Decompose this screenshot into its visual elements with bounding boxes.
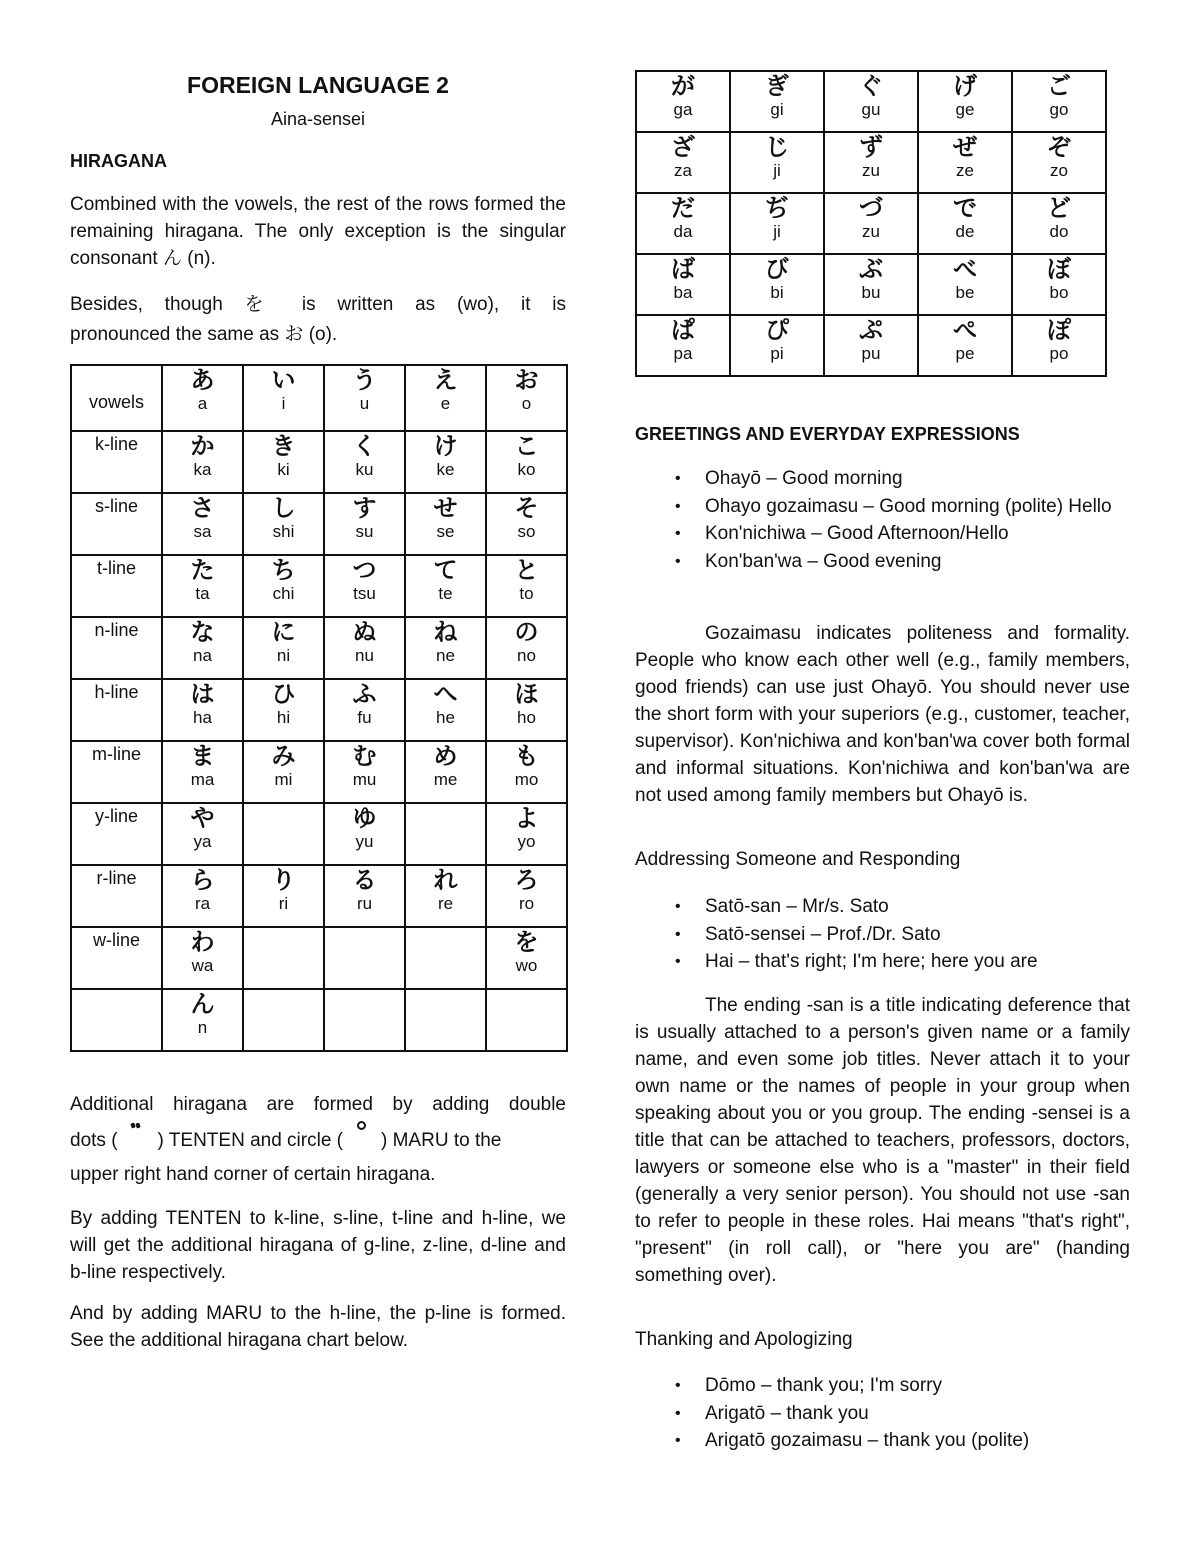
kana-cell xyxy=(1012,132,1106,193)
kana-character: を xyxy=(514,928,539,956)
romaji-reading: ro xyxy=(518,894,535,913)
romaji-reading: n xyxy=(197,1018,208,1037)
kana-character: う xyxy=(352,366,377,394)
romaji-reading: hi xyxy=(276,708,291,727)
kana-character: が xyxy=(671,72,695,100)
kana-character: も xyxy=(514,742,539,770)
additional-intro-text-c: ) MARU to the xyxy=(381,1130,502,1151)
list-item: • Hai – that's right; I'm here; here you are xyxy=(635,948,1130,976)
romaji-reading: tsu xyxy=(353,584,376,603)
kana-character: ぺ xyxy=(953,316,977,344)
kana-character: ゆ xyxy=(352,804,377,832)
hiragana-heading: HIRAGANA xyxy=(70,151,167,171)
kana-character: ざ xyxy=(671,133,695,161)
maru-mark-icon xyxy=(355,1127,367,1141)
kana-character: め xyxy=(433,742,458,770)
romaji-reading: ru xyxy=(356,894,373,913)
kana-character: か xyxy=(190,432,215,460)
kana-character: ば xyxy=(671,255,695,283)
kana-cell xyxy=(486,617,567,679)
romaji-reading: no xyxy=(517,646,536,665)
kana-character: な xyxy=(190,618,215,646)
list-item: • Kon'ban'wa – Good evening xyxy=(635,548,1130,576)
table-row xyxy=(71,617,567,679)
kana-cell xyxy=(243,493,324,555)
kana-character: さ xyxy=(190,494,215,522)
kana-character: ん xyxy=(190,990,215,1018)
kana-character: ぞ xyxy=(1047,133,1071,161)
romaji-reading: ba xyxy=(673,283,693,302)
additional-intro-line-2 xyxy=(70,1127,566,1154)
list-item: • Dōmo – thank you; I'm sorry xyxy=(635,1372,1130,1400)
romaji-reading: to xyxy=(519,584,534,603)
romaji-reading: a xyxy=(197,394,208,413)
kana-cell xyxy=(730,71,824,132)
addressing-heading: Addressing Someone and Responding xyxy=(635,849,961,870)
romaji-reading: te xyxy=(438,584,453,603)
table-row xyxy=(71,865,567,927)
kana-cell xyxy=(486,927,567,989)
romaji-reading: ke xyxy=(436,460,455,479)
romaji-reading: chi xyxy=(272,584,295,603)
kana-character: へ xyxy=(433,680,458,708)
romaji-reading: mo xyxy=(514,770,539,789)
kana-character: つ xyxy=(352,556,377,584)
kana-cell xyxy=(405,865,486,927)
kana-cell xyxy=(636,315,730,376)
addressing-list xyxy=(635,893,1130,976)
row-label: m-line xyxy=(91,744,141,764)
kana-cell xyxy=(405,741,486,803)
romaji-reading: mu xyxy=(352,770,377,789)
kana-cell xyxy=(243,431,324,493)
kana-cell xyxy=(918,315,1012,376)
romaji-reading: ki xyxy=(277,460,290,479)
hiragana-table xyxy=(70,364,568,1052)
kana-cell xyxy=(824,71,918,132)
row-label-cell xyxy=(71,431,162,493)
romaji-reading: wo xyxy=(515,956,538,975)
kana-character: れ xyxy=(433,866,458,894)
maru-paragraph: And by adding MARU to the h-line, the p-line is formed. See the additional hiragana chart below. xyxy=(70,1303,566,1351)
kana-cell xyxy=(324,679,405,741)
romaji-reading: bu xyxy=(861,283,881,302)
row-label: n-line xyxy=(94,620,139,640)
kana-character: び xyxy=(765,255,789,283)
kana-character: え xyxy=(433,366,458,394)
kana-character: る xyxy=(352,866,377,894)
row-label-cell xyxy=(71,927,162,989)
romaji-reading: yo xyxy=(517,832,536,851)
greetings-heading: GREETINGS AND EVERYDAY EXPRESSIONS xyxy=(635,424,1020,444)
tenten-mark-icon xyxy=(130,1127,142,1141)
kana-cell xyxy=(730,132,824,193)
kana-cell xyxy=(405,555,486,617)
kana-character: あ xyxy=(190,366,215,394)
kana-cell xyxy=(486,989,567,1051)
kana-cell xyxy=(918,132,1012,193)
romaji-reading: me xyxy=(433,770,458,789)
table-row xyxy=(636,315,1106,376)
thanking-list xyxy=(635,1372,1130,1455)
kana-cell xyxy=(324,431,405,493)
romaji-reading: ho xyxy=(517,708,536,727)
kana-character: す xyxy=(352,494,377,522)
hiragana-wo-note-line-1: Besides, though を is written as (wo), it is xyxy=(70,294,566,315)
row-label: s-line xyxy=(94,496,138,516)
romaji-reading: ma xyxy=(190,770,215,789)
additional-intro-text-b: ) TENTEN and circle ( xyxy=(157,1130,343,1151)
kana-cell xyxy=(405,431,486,493)
kana-cell xyxy=(636,254,730,315)
kana-character: ら xyxy=(190,866,215,894)
hiragana-intro-paragraph: Combined with the vowels, the rest of the rows formed the remaining hiragana. The only exception is the singular consonant ん (n). xyxy=(70,194,566,269)
kana-character: ご xyxy=(1047,72,1071,100)
kana-cell xyxy=(405,803,486,865)
romaji-reading: bo xyxy=(1049,283,1069,302)
romaji-reading: ku xyxy=(355,460,374,479)
romaji-reading: ne xyxy=(436,646,455,665)
romaji-reading: po xyxy=(1049,344,1069,363)
kana-character: ふ xyxy=(352,680,377,708)
kana-cell xyxy=(636,193,730,254)
kana-character: し xyxy=(271,494,296,522)
hiragana-wo-note-line-2: pronounced the same as お (o). xyxy=(70,324,338,345)
romaji-reading: be xyxy=(955,283,975,302)
kana-character: こ xyxy=(514,432,539,460)
table-row xyxy=(71,365,567,431)
kana-cell xyxy=(486,365,567,431)
row-label: y-line xyxy=(94,806,138,826)
kana-character: は xyxy=(190,680,215,708)
romaji-reading: e xyxy=(440,394,451,413)
kana-cell xyxy=(918,71,1012,132)
kana-cell xyxy=(486,493,567,555)
row-label-cell xyxy=(71,865,162,927)
kana-character: ぽ xyxy=(1047,316,1071,344)
table-row xyxy=(71,493,567,555)
romaji-reading: nu xyxy=(355,646,374,665)
kana-cell xyxy=(486,865,567,927)
romaji-reading: u xyxy=(359,394,370,413)
romaji-reading: yu xyxy=(355,832,374,851)
romaji-reading: mi xyxy=(274,770,293,789)
kana-cell xyxy=(730,315,824,376)
kana-cell xyxy=(486,741,567,803)
romaji-reading: de xyxy=(955,222,975,241)
row-label: t-line xyxy=(96,558,136,578)
kana-cell xyxy=(486,803,567,865)
kana-character: ど xyxy=(1047,194,1071,222)
row-label: vowels xyxy=(88,392,145,412)
row-label: r-line xyxy=(96,868,137,888)
additional-hiragana-table xyxy=(635,70,1107,377)
kana-character: げ xyxy=(953,72,977,100)
kana-character: り xyxy=(271,866,296,894)
kana-cell xyxy=(162,555,243,617)
romaji-reading: go xyxy=(1049,100,1069,119)
romaji-reading: pe xyxy=(955,344,975,363)
kana-cell xyxy=(243,803,324,865)
kana-cell xyxy=(324,989,405,1051)
romaji-reading: ga xyxy=(673,100,693,119)
list-item: • Ohayō – Good morning xyxy=(635,465,1130,493)
kana-cell xyxy=(243,927,324,989)
romaji-reading: o xyxy=(521,394,532,413)
table-row xyxy=(636,193,1106,254)
table-row xyxy=(636,132,1106,193)
kana-character: や xyxy=(190,804,215,832)
romaji-reading: ha xyxy=(193,708,212,727)
kana-character: き xyxy=(271,432,296,460)
romaji-reading: ri xyxy=(278,894,289,913)
romaji-reading: so xyxy=(517,522,536,541)
additional-intro-line-3: upper right hand corner of certain hiragana. xyxy=(70,1164,436,1185)
romaji-reading: ge xyxy=(955,100,975,119)
kana-character: ぷ xyxy=(859,316,883,344)
kana-cell xyxy=(405,493,486,555)
row-label-cell xyxy=(71,989,162,1051)
romaji-reading: zu xyxy=(862,222,880,241)
kana-cell xyxy=(324,865,405,927)
kana-character: ぐ xyxy=(859,72,883,100)
romaji-reading: i xyxy=(281,394,286,413)
kana-cell xyxy=(162,741,243,803)
kana-character: た xyxy=(190,556,215,584)
kana-character: く xyxy=(352,432,377,460)
romaji-reading: da xyxy=(673,222,693,241)
greetings-paragraph: Gozaimasu indicates politeness and formality. People who know each other well (e.g., family members, good friends) can use just Ohayō. You should never use the short form with your superiors (e.g., customer, teacher, supervisor). Kon'nichiwa and kon'ban'wa cover both formal and informal situations. Kon'nichiwa and kon'ban'wa are not used among family members but Ohayō is. xyxy=(635,623,1130,806)
greetings-list xyxy=(635,465,1130,575)
kana-character: ぎ xyxy=(765,72,789,100)
kana-cell xyxy=(405,927,486,989)
list-item: • Satō-san – Mr/s. Sato xyxy=(635,893,1130,921)
kana-character: に xyxy=(271,618,296,646)
row-label-cell xyxy=(71,365,162,431)
kana-cell xyxy=(162,431,243,493)
kana-character: じ xyxy=(765,133,789,161)
row-label-cell xyxy=(71,555,162,617)
kana-character: べ xyxy=(953,255,977,283)
kana-cell xyxy=(162,865,243,927)
kana-cell xyxy=(324,493,405,555)
romaji-reading: ze xyxy=(956,161,974,180)
kana-character: ほ xyxy=(514,680,539,708)
kana-cell xyxy=(243,555,324,617)
kana-cell xyxy=(162,493,243,555)
romaji-reading: ji xyxy=(773,222,781,241)
kana-character: む xyxy=(352,742,377,770)
kana-cell xyxy=(162,927,243,989)
list-item: • Kon'nichiwa – Good Afternoon/Hello xyxy=(635,520,1130,548)
additional-intro-text-a: dots ( xyxy=(70,1130,118,1151)
kana-cell xyxy=(324,617,405,679)
kana-character: ね xyxy=(433,618,458,646)
row-label-cell xyxy=(71,679,162,741)
page-title: FOREIGN LANGUAGE 2 xyxy=(187,72,449,98)
romaji-reading: zo xyxy=(1050,161,1068,180)
kana-character: と xyxy=(514,556,539,584)
kana-character: ぜ xyxy=(953,133,977,161)
kana-cell xyxy=(730,254,824,315)
kana-character: づ xyxy=(859,194,883,222)
kana-cell xyxy=(824,132,918,193)
table-row xyxy=(71,803,567,865)
kana-character: み xyxy=(271,742,296,770)
row-label-cell xyxy=(71,741,162,803)
kana-character: わ xyxy=(190,928,215,956)
kana-cell xyxy=(405,989,486,1051)
kana-cell xyxy=(243,365,324,431)
additional-intro-line-1: Additional hiragana are formed by adding double xyxy=(70,1094,566,1115)
kana-character: ぬ xyxy=(352,618,377,646)
romaji-reading: pu xyxy=(861,344,881,363)
row-label: h-line xyxy=(94,682,139,702)
romaji-reading: re xyxy=(437,894,454,913)
kana-cell xyxy=(824,315,918,376)
kana-cell xyxy=(243,679,324,741)
kana-cell xyxy=(824,254,918,315)
kana-character: せ xyxy=(433,494,458,522)
kana-character: だ xyxy=(671,194,695,222)
romaji-reading: za xyxy=(674,161,692,180)
kana-cell xyxy=(1012,193,1106,254)
row-label: k-line xyxy=(94,434,138,454)
kana-character: で xyxy=(953,194,977,222)
kana-cell xyxy=(918,193,1012,254)
tenten-paragraph: By adding TENTEN to k-line, s-line, t-line and h-line, we will get the additional hiragana of g-line, z-line, d-line and b-line respectively. xyxy=(70,1208,566,1283)
row-label: w-line xyxy=(92,930,140,950)
romaji-reading: se xyxy=(436,522,455,541)
romaji-reading: pi xyxy=(770,344,784,363)
table-row xyxy=(71,431,567,493)
thanking-heading: Thanking and Apologizing xyxy=(635,1329,853,1350)
kana-cell xyxy=(1012,254,1106,315)
kana-cell xyxy=(405,365,486,431)
romaji-reading: fu xyxy=(357,708,372,727)
table-row xyxy=(71,741,567,803)
kana-cell xyxy=(162,803,243,865)
kana-character: お xyxy=(514,366,539,394)
kana-character: て xyxy=(433,556,458,584)
table-row xyxy=(71,555,567,617)
kana-cell xyxy=(324,803,405,865)
kana-cell xyxy=(243,865,324,927)
instructor-name: Aina-sensei xyxy=(270,109,366,129)
romaji-reading: na xyxy=(193,646,212,665)
list-item: • Arigatō gozaimasu – thank you (polite) xyxy=(635,1427,1130,1455)
kana-character: ぱ xyxy=(671,316,695,344)
list-item: • Satō-sensei – Prof./Dr. Sato xyxy=(635,921,1130,949)
table-row xyxy=(71,679,567,741)
table-row xyxy=(636,254,1106,315)
kana-cell xyxy=(1012,71,1106,132)
romaji-reading: gi xyxy=(770,100,784,119)
row-label-cell xyxy=(71,617,162,679)
kana-character: ぼ xyxy=(1047,255,1071,283)
romaji-reading: ko xyxy=(517,460,536,479)
romaji-reading: su xyxy=(355,522,374,541)
kana-character: よ xyxy=(514,804,539,832)
kana-cell xyxy=(324,741,405,803)
table-row xyxy=(71,927,567,989)
kana-cell xyxy=(636,71,730,132)
kana-character: い xyxy=(271,366,296,394)
kana-character: の xyxy=(514,618,539,646)
romaji-reading: do xyxy=(1049,222,1069,241)
list-item: • Arigatō – thank you xyxy=(635,1400,1130,1428)
kana-cell xyxy=(486,431,567,493)
romaji-reading: wa xyxy=(191,956,214,975)
kana-cell xyxy=(486,555,567,617)
kana-character: ぢ xyxy=(765,194,789,222)
kana-cell xyxy=(324,555,405,617)
table-row xyxy=(71,989,567,1051)
kana-cell xyxy=(162,989,243,1051)
romaji-reading: ra xyxy=(194,894,211,913)
kana-cell xyxy=(162,365,243,431)
romaji-reading: shi xyxy=(272,522,295,541)
table-row xyxy=(636,71,1106,132)
kana-cell xyxy=(405,617,486,679)
kana-cell xyxy=(486,679,567,741)
kana-character: ち xyxy=(271,556,296,584)
romaji-reading: ji xyxy=(773,161,781,180)
romaji-reading: ni xyxy=(276,646,291,665)
kana-character: け xyxy=(433,432,458,460)
kana-cell xyxy=(243,741,324,803)
kana-cell xyxy=(918,254,1012,315)
romaji-reading: he xyxy=(436,708,455,727)
row-label-cell xyxy=(71,493,162,555)
romaji-reading: ta xyxy=(195,584,210,603)
romaji-reading: gu xyxy=(861,100,881,119)
kana-cell xyxy=(162,617,243,679)
kana-character: ひ xyxy=(271,680,296,708)
kana-cell xyxy=(243,617,324,679)
romaji-reading: pa xyxy=(673,344,693,363)
kana-cell xyxy=(243,989,324,1051)
kana-character: ろ xyxy=(514,866,539,894)
romaji-reading: ka xyxy=(193,460,212,479)
kana-character: ま xyxy=(190,742,215,770)
romaji-reading: zu xyxy=(862,161,880,180)
kana-character: そ xyxy=(514,494,539,522)
kana-cell xyxy=(636,132,730,193)
kana-character: ず xyxy=(859,133,883,161)
kana-character: ぴ xyxy=(765,316,789,344)
kana-character: ぶ xyxy=(859,255,883,283)
kana-cell xyxy=(324,927,405,989)
kana-cell xyxy=(730,193,824,254)
kana-cell xyxy=(162,679,243,741)
kana-cell xyxy=(405,679,486,741)
romaji-reading: ya xyxy=(193,832,212,851)
kana-cell xyxy=(1012,315,1106,376)
list-item: • Ohayo gozaimasu – Good morning (polite) Hello xyxy=(635,493,1130,521)
romaji-reading: sa xyxy=(193,522,212,541)
row-label-cell xyxy=(71,803,162,865)
kana-cell xyxy=(324,365,405,431)
kana-cell xyxy=(824,193,918,254)
addressing-paragraph: The ending -san is a title indicating deference that is usually attached to a person's given name or a family name, and even some job titles. Never attach it to your own name or the names of people in your group when speaking about you or you group. The ending -sensei is a title that can be attached to teachers, professors, doctors, lawyers or someone else who is a "master" in their field (generally a very senior person). You should not use -san to refer to people in these roles. Hai means "that's right", "present" (in roll call), or "here you are" (handing something over). xyxy=(635,995,1130,1286)
romaji-reading: bi xyxy=(770,283,784,302)
